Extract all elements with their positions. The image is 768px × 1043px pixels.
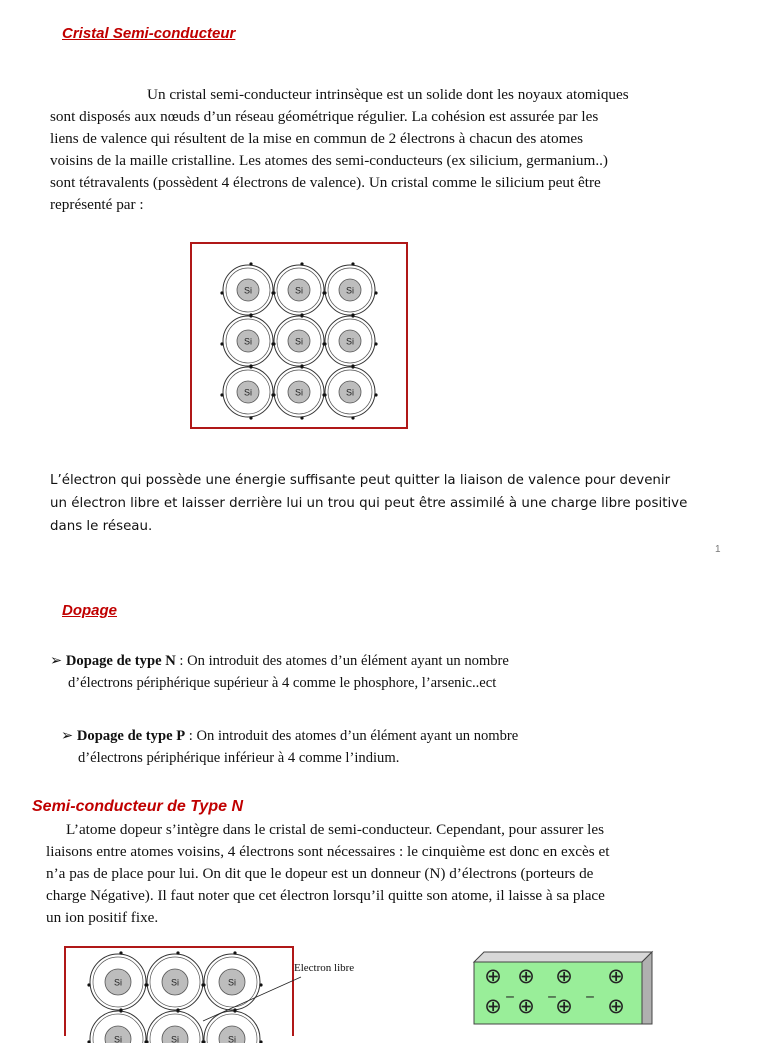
valence-electron bbox=[249, 416, 252, 419]
arrow-bullet-icon: ➢ bbox=[50, 653, 62, 669]
intro-paragraph bbox=[50, 84, 708, 216]
valence-electron bbox=[144, 983, 147, 986]
valence-electron bbox=[300, 416, 303, 419]
si-atom-label: Si bbox=[346, 388, 354, 398]
positive-ion-symbol: ⊕ bbox=[607, 994, 625, 1018]
valence-electron bbox=[322, 291, 325, 294]
si-atom-label: Si bbox=[244, 388, 252, 398]
bullet-text-line2: d’électrons périphérique supérieur à 4 comme le phosphore, l’arsenic..ect bbox=[50, 672, 670, 694]
valence-electron bbox=[119, 951, 122, 954]
valence-electron bbox=[351, 364, 354, 367]
free-electron-paragraph bbox=[50, 469, 720, 538]
page-number: 1 bbox=[715, 544, 721, 555]
block-top-face bbox=[474, 952, 652, 962]
n-type-block-diagram bbox=[466, 950, 656, 1024]
si-atom-label: Si bbox=[228, 978, 236, 988]
bullet-text: : On introduit des atomes d’un élément ayant un nombre bbox=[185, 728, 518, 744]
valence-electron bbox=[220, 291, 223, 294]
free-electron-symbol: _ bbox=[505, 980, 514, 999]
positive-ion-symbol: ⊕ bbox=[555, 964, 573, 988]
arrow-bullet-icon: ➢ bbox=[61, 728, 73, 744]
paragraph-line: un ion positif fixe. bbox=[46, 907, 692, 929]
si-atom-label: Si bbox=[114, 1035, 122, 1043]
bullet-term: Dopage de type P bbox=[77, 728, 185, 744]
si-atom-label: Si bbox=[295, 286, 303, 296]
bullet-term: Dopage de type N bbox=[66, 653, 176, 669]
bullet-item-type-n bbox=[50, 650, 670, 694]
valence-electron bbox=[87, 983, 90, 986]
paragraph-line: voisins de la maille cristalline. Les atomes des semi-conducteurs (ex silicium, germanium..) bbox=[50, 150, 708, 172]
paragraph-line: Un cristal semi-conducteur intrinsèque est un solide dont les noyaux atomiques bbox=[50, 84, 708, 106]
valence-electron bbox=[300, 364, 303, 367]
valence-electron bbox=[249, 364, 252, 367]
valence-electron bbox=[351, 313, 354, 316]
positive-ion-symbol: ⊕ bbox=[517, 994, 535, 1018]
valence-electron bbox=[374, 393, 377, 396]
valence-electron bbox=[374, 291, 377, 294]
positive-ion-symbol: ⊕ bbox=[555, 994, 573, 1018]
valence-electron bbox=[249, 313, 252, 316]
paragraph-line: dans le réseau. bbox=[50, 515, 720, 538]
paragraph-line: liens de valence qui résultent de la mise en commun de 2 électrons à chacun des atomes bbox=[50, 128, 708, 150]
valence-electron bbox=[271, 393, 274, 396]
valence-electron bbox=[322, 393, 325, 396]
annotation-pointer-line bbox=[195, 975, 305, 1024]
valence-electron bbox=[351, 416, 354, 419]
positive-ion-symbol: ⊕ bbox=[517, 964, 535, 988]
bullet-item-type-p bbox=[61, 725, 681, 769]
section-title-dopage: Dopage bbox=[62, 602, 117, 619]
electron-libre-label: Electron libre bbox=[294, 962, 354, 974]
paragraph-line: sont disposés aux nœuds d’un réseau géométrique régulier. La cohésion est assurée par les bbox=[50, 106, 708, 128]
section-title-type-n: Semi-conducteur de Type N bbox=[32, 798, 243, 816]
valence-electron bbox=[220, 393, 223, 396]
valence-electron bbox=[322, 342, 325, 345]
paragraph-line: représenté par : bbox=[50, 194, 708, 216]
valence-electron bbox=[351, 262, 354, 265]
free-electron-symbol: _ bbox=[547, 980, 556, 999]
si-atom-label: Si bbox=[244, 337, 252, 347]
si-atom-label: Si bbox=[171, 978, 179, 988]
valence-electron bbox=[220, 342, 223, 345]
paragraph-line: L’électron qui possède une énergie suffisante peut quitter la liaison de valence pour devenir bbox=[50, 469, 720, 492]
valence-electron bbox=[233, 951, 236, 954]
si-atom-label: Si bbox=[295, 388, 303, 398]
bullet-text: : On introduit des atomes d’un élément ayant un nombre bbox=[176, 653, 509, 669]
valence-electron bbox=[176, 1008, 179, 1011]
bullet-text-line2: d’électrons périphérique inférieur à 4 comme l’indium. bbox=[61, 747, 681, 769]
si-atom-label: Si bbox=[114, 978, 122, 988]
paragraph-line: charge Négative). Il faut noter que cet électron lorsqu’il quitte son atome, il laisse à sa place bbox=[46, 885, 692, 907]
paragraph-line: liaisons entre atomes voisins, 4 électrons sont nécessaires : le cinquième est donc en excès et bbox=[46, 841, 692, 863]
positive-ion-symbol: ⊕ bbox=[484, 964, 502, 988]
valence-electron bbox=[300, 262, 303, 265]
valence-electron bbox=[249, 262, 252, 265]
valence-electron bbox=[119, 1008, 122, 1011]
valence-electron bbox=[271, 342, 274, 345]
si-atom-label: Si bbox=[346, 337, 354, 347]
type-n-paragraph bbox=[46, 819, 692, 929]
paragraph-line: n’a pas de place pour lui. On dit que le dopeur est un donneur (N) d’électrons (porteurs de bbox=[46, 863, 692, 885]
block-side-face bbox=[642, 952, 652, 1024]
free-electron-symbol: _ bbox=[585, 980, 594, 999]
si-atom-label: Si bbox=[244, 286, 252, 296]
si-atom-label: Si bbox=[228, 1035, 236, 1043]
paragraph-line: L’atome dopeur s’intègre dans le cristal de semi-conducteur. Cependant, pour assurer les bbox=[46, 819, 692, 841]
silicon-lattice-diagram bbox=[192, 244, 406, 427]
positive-ion-symbol: ⊕ bbox=[484, 994, 502, 1018]
valence-electron bbox=[374, 342, 377, 345]
silicon-lattice-figure bbox=[190, 242, 408, 429]
valence-electron bbox=[300, 313, 303, 316]
valence-electron bbox=[271, 291, 274, 294]
si-atom-label: Si bbox=[346, 286, 354, 296]
section-title-cristal: Cristal Semi-conducteur bbox=[62, 25, 235, 42]
si-atom-label: Si bbox=[171, 1035, 179, 1043]
valence-electron bbox=[176, 951, 179, 954]
paragraph-line: un électron libre et laisser derrière lui un trou qui peut être assimilé à une charge libre positive bbox=[50, 492, 720, 515]
paragraph-line: sont tétravalents (possèdent 4 électrons de valence). Un cristal comme le silicium peut être bbox=[50, 172, 708, 194]
si-atom-label: Si bbox=[295, 337, 303, 347]
positive-ion-symbol: ⊕ bbox=[607, 964, 625, 988]
